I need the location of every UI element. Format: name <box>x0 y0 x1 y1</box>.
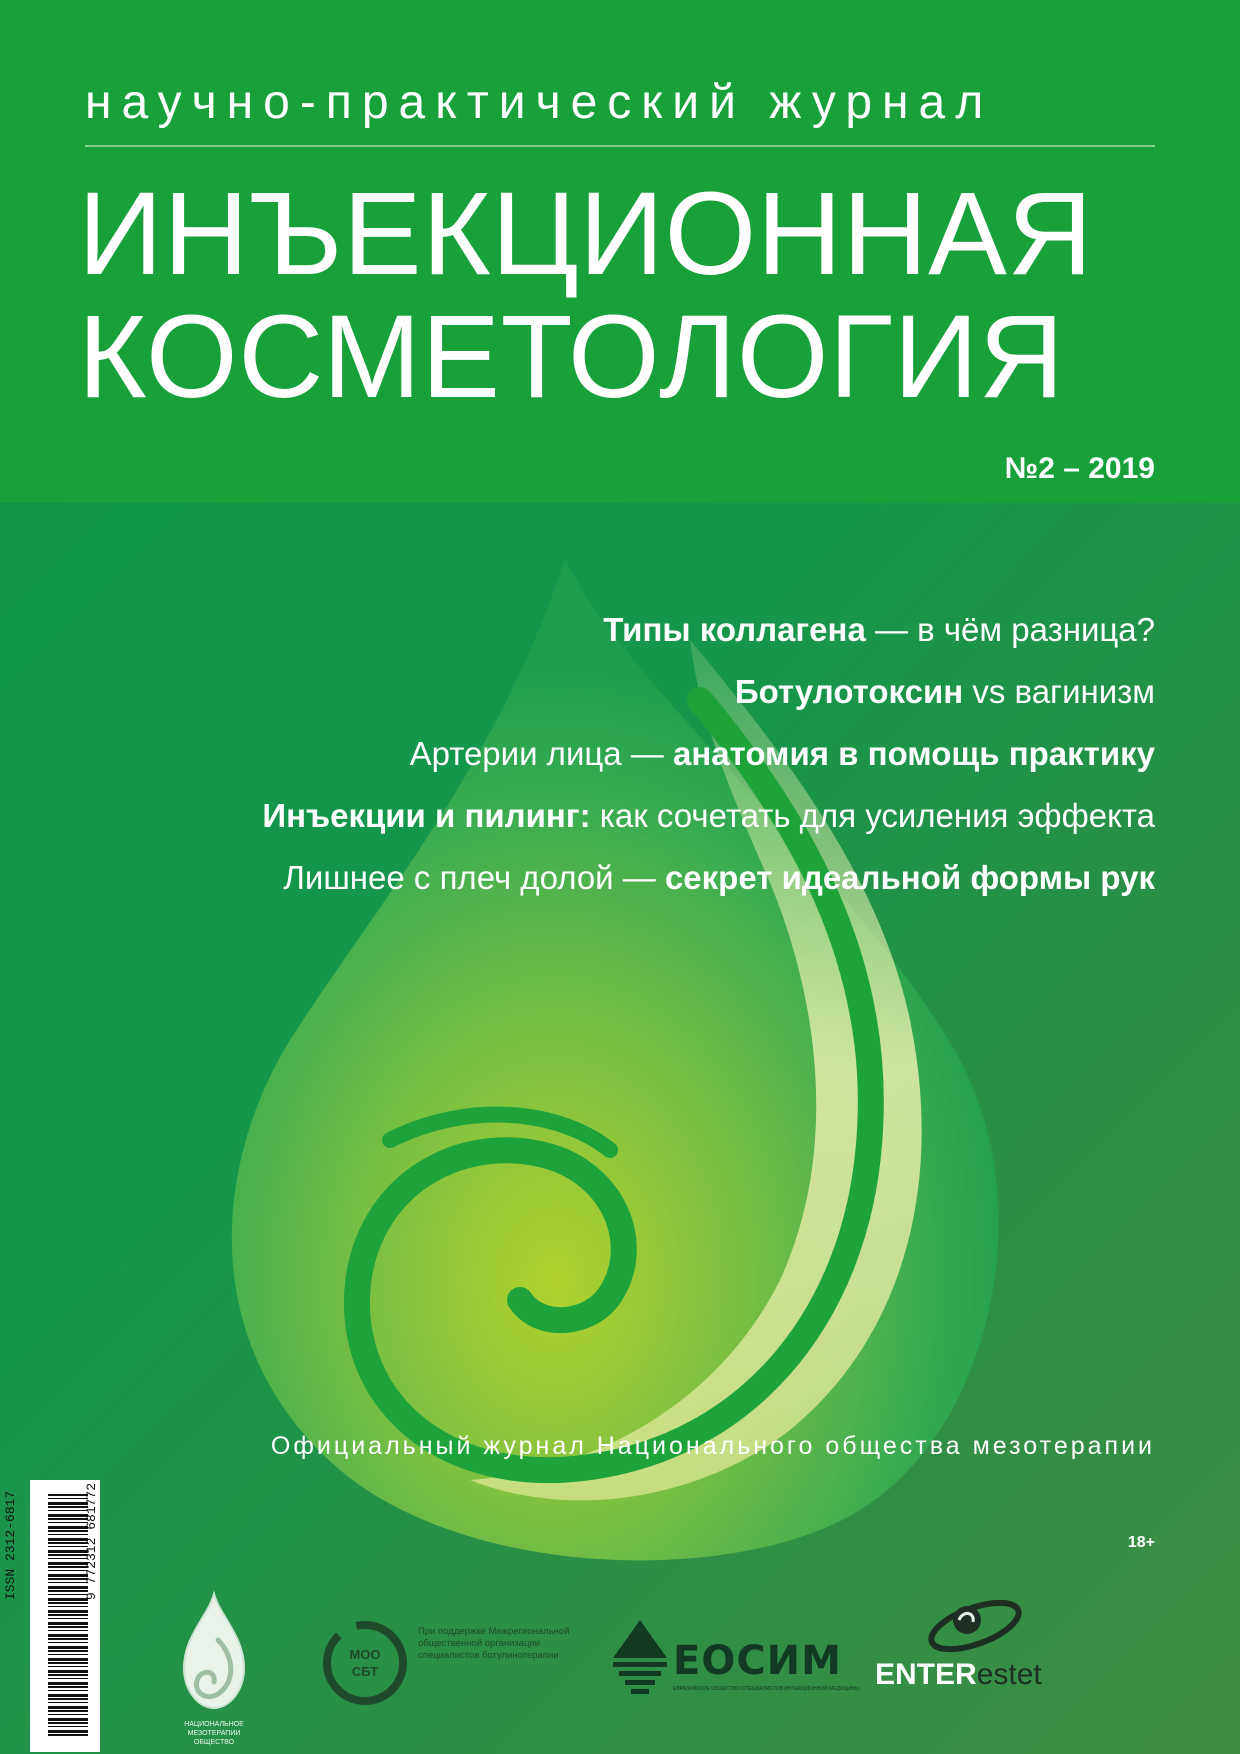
headline-1-bold: Типы коллагена <box>603 611 866 648</box>
headline-3-regular: Артерии лица — <box>409 735 673 772</box>
headline-5[interactable] <box>262 856 1155 918</box>
enterestet-swirl-icon <box>875 1590 1075 1660</box>
moo-abbr <box>339 1646 391 1680</box>
issn-label: ISSN 2312-6817 <box>3 1490 18 1600</box>
journal-type: научно-практический журнал <box>85 76 994 129</box>
partner-logos <box>0 1590 1240 1754</box>
eosim-logo[interactable] <box>605 1618 859 1708</box>
enter-part: ENTER <box>875 1658 977 1691</box>
headline-1-regular: — в чём разница? <box>865 611 1155 648</box>
headline-2-bold: Ботулотоксин <box>734 673 964 710</box>
estet-part: estet <box>976 1658 1042 1691</box>
drop-logo-icon <box>178 1590 250 1715</box>
headline-4[interactable] <box>262 794 1155 856</box>
headline-4-regular: как сочетать для усиления эффекта <box>590 797 1155 834</box>
headline-2[interactable] <box>262 670 1155 732</box>
moo-sbt-logo[interactable] <box>320 1618 410 1708</box>
headline-3[interactable] <box>262 732 1155 794</box>
enterestet-logo[interactable] <box>875 1590 1075 1710</box>
cover-headlines <box>262 608 1155 918</box>
enterestet-wordmark <box>875 1658 1042 1692</box>
official-journal-line: Официальный журнал Национального общества мезотерапии <box>270 1432 1155 1460</box>
journal-title-line1: ИНЪЕКЦИОННАЯ <box>78 168 1094 300</box>
masthead-divider <box>85 145 1155 147</box>
eosim-wordmark: ЕОСИМ <box>673 1638 842 1684</box>
moo-abbr-line1: МОО <box>349 1647 381 1662</box>
headline-4-bold: Инъекции и пилинг: <box>262 797 591 834</box>
nom-logo[interactable] <box>178 1590 250 1746</box>
age-rating: 18+ <box>1127 1534 1155 1551</box>
eosim-subtext: ЕВРАЗИЙСКОЕ ОБЩЕСТВО СПЕЦИАЛИСТОВ ИНЪЕКЦИОННОЙ МЕДИЦИНЫ <box>673 1686 859 1692</box>
headline-5-regular: Лишнее с плеч долой — <box>283 859 665 896</box>
journal-title-line2: КОСМЕТОЛОГИЯ <box>78 291 1065 423</box>
moo-caption: При поддержке Межрегиональной общественной организации специалистов ботулинотерапии <box>418 1626 570 1661</box>
headline-2-regular: vs вагинизм <box>963 673 1155 710</box>
issue-number: №2 – 2019 <box>1004 452 1155 485</box>
headline-3-bold: анатомия в помощь практику <box>672 735 1155 772</box>
ean-digits: 9 772312 681772 <box>84 1482 99 1600</box>
headline-5-bold: секрет идеальной формы рук <box>664 859 1155 896</box>
eosim-emblem-icon <box>605 1618 675 1708</box>
headline-1[interactable] <box>262 608 1155 670</box>
moo-abbr-line2: СБТ <box>351 1664 379 1679</box>
nom-caption: НАЦИОНАЛЬНОЕ МЕЗОТЕРАПИИ ОБЩЕСТВО <box>184 1721 244 1746</box>
